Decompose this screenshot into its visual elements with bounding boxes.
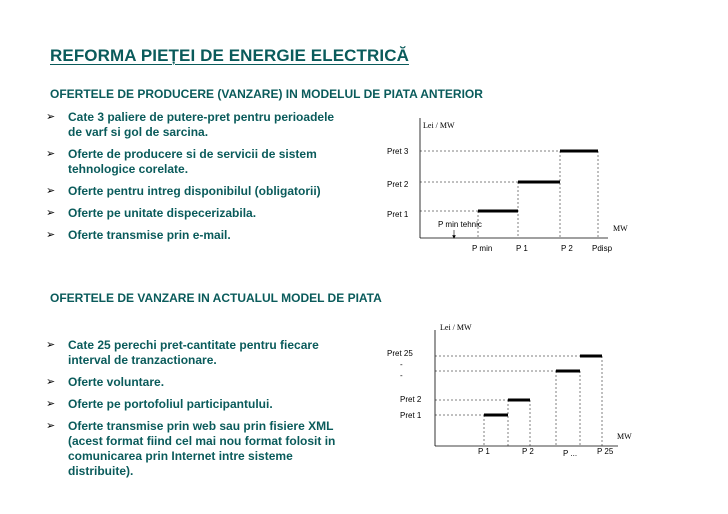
list-item [46, 375, 346, 390]
list-item [46, 338, 346, 368]
x-axis-label: MW [613, 224, 628, 233]
chart-previous-model [370, 110, 630, 260]
x-tick-label: P 25 [597, 447, 614, 456]
y-level-label: Pret 2 [400, 395, 422, 404]
x-tick-label: P 1 [516, 244, 528, 253]
y-level-label: - [400, 371, 403, 380]
x-axis-label: MW [617, 432, 632, 441]
list-item [46, 206, 346, 221]
y-axis-label: Lei / MW [423, 121, 455, 130]
section2-bullet-list [46, 338, 346, 486]
bullet-text: Oferte de producere si de servicii de sistem tehnologice corelate. [68, 147, 317, 176]
arrow-bullet-icon: ➢ [46, 207, 56, 219]
bullet-text: Oferte voluntare. [68, 375, 165, 389]
y-axis-label: Lei / MW [440, 323, 472, 332]
list-item [46, 184, 346, 199]
bullet-text: Oferte pe unitate dispecerizabila. [68, 206, 257, 220]
list-item [46, 228, 346, 243]
arrow-bullet-icon: ➢ [46, 420, 56, 432]
x-tick-label: P 2 [561, 244, 573, 253]
bullet-text: Oferte transmise prin e-mail. [68, 228, 231, 242]
y-level-label: Pret 25 [387, 349, 413, 358]
y-level-label: Pret 2 [387, 180, 409, 189]
section1-title: OFERTELE DE PRODUCERE (VANZARE) IN MODELUL DE PIATA ANTERIOR [50, 87, 483, 101]
section2-title: OFERTELE DE VANZARE IN ACTUALUL MODEL DE PIATA [50, 291, 382, 305]
arrow-bullet-icon: ➢ [46, 111, 56, 123]
bullet-text: Oferte pentru intreg disponibilul (obligatorii) [68, 184, 321, 198]
list-item [46, 419, 346, 479]
x-tick-label: P 1 [478, 447, 490, 456]
bullet-text: Oferte transmise prin web sau prin fisiere XML (acest format fiind cel mai nou format folosit in comunicarea prin Internet intre sisteme distribuite). [68, 419, 336, 478]
y-level-label: Pret 3 [387, 147, 409, 156]
arrow-bullet-icon: ➢ [46, 229, 56, 241]
list-item [46, 147, 346, 177]
list-item [46, 397, 346, 412]
section1-bullet-list [46, 110, 346, 250]
x-tick-label: Pdisp [592, 244, 613, 253]
bullet-text: Oferte pe portofoliul participantului. [68, 397, 273, 411]
arrow-bullet-icon: ➢ [46, 339, 56, 351]
bullet-text: Cate 25 perechi pret-cantitate pentru fiecare interval de tranzactionare. [68, 338, 319, 367]
y-level-label: - [400, 360, 403, 369]
y-level-label: Pret 1 [400, 411, 422, 420]
bullet-text: Cate 3 paliere de putere-pret pentru perioadele de varf si gol de sarcina. [68, 110, 335, 139]
x-tick-label: P ... [563, 449, 578, 458]
arrow-bullet-icon: ➢ [46, 148, 56, 160]
x-tick-label: P 2 [522, 447, 534, 456]
list-item [46, 110, 346, 140]
page-title: REFORMA PIEȚEI DE ENERGIE ELECTRICĂ [50, 46, 409, 65]
arrow-bullet-icon: ➢ [46, 376, 56, 388]
arrow-bullet-icon: ➢ [46, 398, 56, 410]
annotation-label: P min tehnic [438, 220, 482, 229]
y-level-label: Pret 1 [387, 210, 409, 219]
arrow-bullet-icon: ➢ [46, 185, 56, 197]
chart-current-model [380, 320, 640, 470]
x-tick-label: P min [472, 244, 493, 253]
